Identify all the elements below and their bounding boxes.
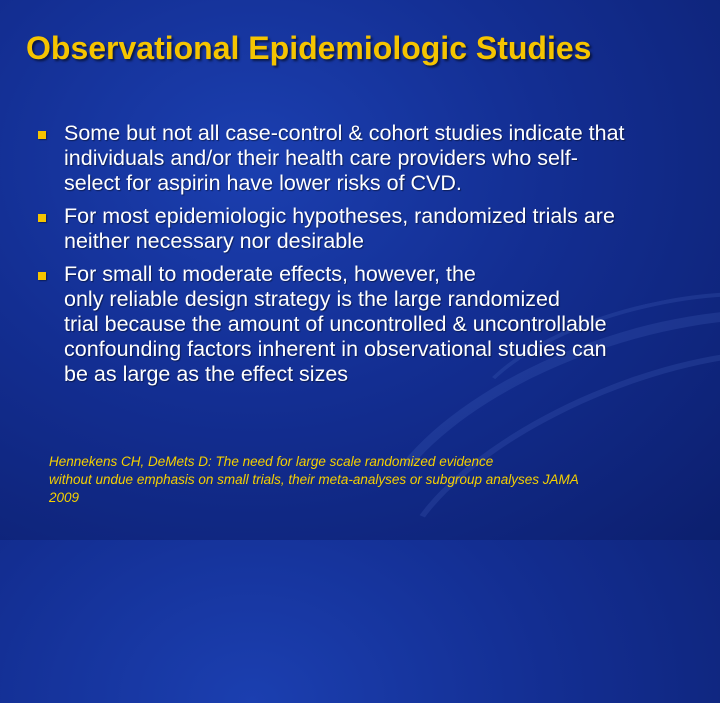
bullet-item [36, 121, 696, 196]
bullet-marker-icon [38, 272, 46, 280]
bullet-item [36, 204, 696, 254]
bullet-line: be as large as the effect sizes [64, 362, 349, 386]
citation-line: Hennekens CH, DeMets D: The need for large scale randomized evidence [49, 454, 494, 469]
citation-line: 2009 [49, 490, 80, 505]
bullet-text [64, 204, 696, 254]
bullet-item [36, 262, 696, 387]
bullet-line: individuals and/or their health care providers who self- [64, 146, 578, 170]
citation-line: without undue emphasis on small trials, their meta-analyses or subgroup analyses JAMA [49, 472, 579, 487]
bullet-line: trial because the amount of uncontrolled & uncontrollable [64, 312, 607, 336]
bullet-text [64, 262, 696, 387]
bullet-line: For small to moderate effects, however, the [64, 262, 476, 286]
bullet-line: For most epidemiologic hypotheses, randomized trials are [64, 204, 615, 228]
bullet-line: select for aspirin have lower risks of CVD. [64, 171, 462, 195]
bullet-marker-icon [38, 131, 46, 139]
bullet-list [36, 121, 696, 395]
bullet-text [64, 121, 696, 196]
bullet-line: Some but not all case-control & cohort studies indicate that [64, 121, 625, 145]
bullet-line: confounding factors inherent in observational studies can [64, 337, 607, 361]
bullet-line: only reliable design strategy is the large randomized [64, 287, 560, 311]
bullet-line: neither necessary nor desirable [64, 229, 364, 253]
citation [49, 453, 699, 507]
bullet-marker-icon [38, 214, 46, 222]
slide-title: Observational Epidemiologic Studies [26, 30, 592, 66]
